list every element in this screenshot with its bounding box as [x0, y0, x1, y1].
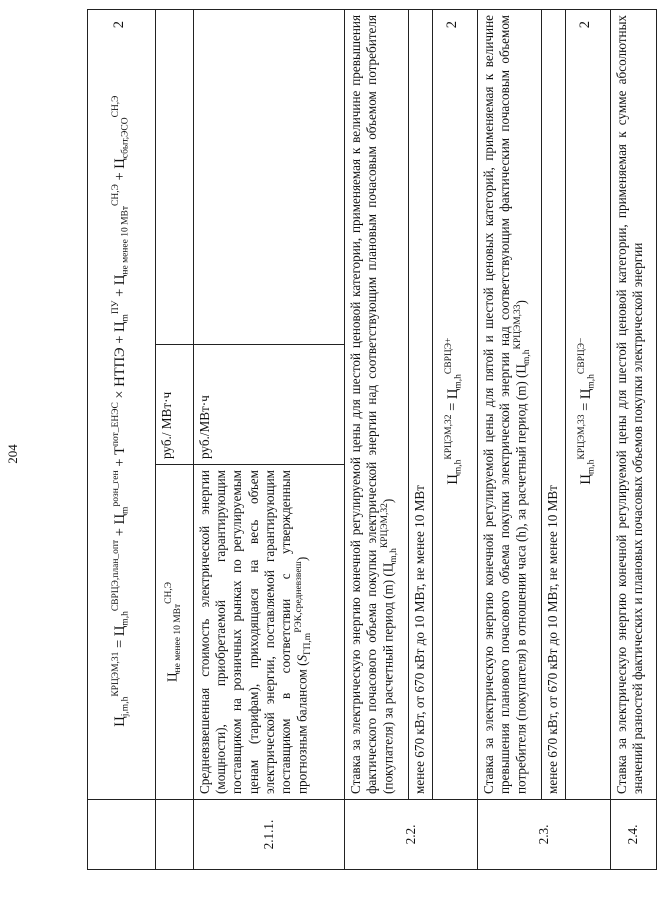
row-2-1-1-text: Средневзвешенная стоимость электрической энергии (мощности), приобретаемой гарантирующим поставщиком на розничных рынках по регулируемым ценам (тарифам), приходящаяся на весь объем электрической энергии, поставляемой гарантирующим поставщиком в соответствии с утвержденным прогнозным балансом $(S_{ГП,m}^{РЭК,средневзвеш})$ [194, 465, 345, 800]
row-2-3-eq-number: 2 [577, 20, 594, 29]
row-2-2-number: 2.2. [345, 800, 478, 870]
symbol-cell: $Ц_{не менее 10 МВт}^{СН,Э}$ [156, 465, 194, 800]
row-2-3-number: 2.3. [478, 800, 611, 870]
symbol-blank-cell [156, 9, 194, 344]
row-2-3-text: Ставка за электрическую энергию конечной регулируемой цены для пятой и шестой ценовых категорий, применяемая к величине превышения планового почасового объема покупки электрической энергии над соответствующим фактическим почасовым объемом потребителя (покупателя) в отношении часа (h), за расчетный период (m) $(Ц_{m,h}^{КРЦЭМ,33})$ [478, 9, 542, 799]
tariff-table-sheet [87, 10, 646, 870]
row-2-2-category: менее 670 кВт, от 670 кВт до 10 МВт, не менее 10 МВт [409, 9, 433, 799]
row-2-2-text: Ставка за электрическую энергию конечной регулируемой цены для шестой ценовой категории, применяемая к величине превышения фактического почасового объема покупки электрической энергии над соответствующим плановым почасовым объемом потребителя (покупателя) за расчетный период (m) $(Ц_{m,h}^{КРЦЭМ,32})$ [345, 9, 409, 799]
row-2-4-number: 2.4. [611, 800, 657, 870]
page-number: 204 [5, 444, 20, 464]
row-2-4-text: Ставка за электрическую энергию конечной регулируемой цены для шестой ценовой категории, применяемая к сумме абсолютных значений разностей фактических и плановых почасовых объемов покупки электрической энергии [611, 9, 657, 799]
header-formula: 2 $Ц_{j,m,h}^{КРЦЭМ,31} = Ц_{m,h}^{СВРЦЭ,план\_опт} + Ц_m^{розн\_ген} + Т^{пот\_ЕНЭС}$ × НТПЭ + $Ц_m^{ПУ} + Ц_{не менее 10 МВт}^{СН,Э} + Ц_{сбыт,ЭСО}^{СН,Э}$ [88, 9, 156, 799]
header-eq-number: 2 [110, 20, 127, 29]
row-2-3-category: менее 670 кВт, от 670 кВт до 10 МВт, не менее 10 МВт [542, 9, 566, 799]
header-empty-cell [88, 800, 156, 870]
row-2-3-formula: 2 $Ц_{m,h}^{КРЦЭМ,33} = Ц_{m,h}^{СВРЦЭ-}$ [566, 9, 611, 799]
row-2-1-1-unit: руб./МВт·ч [194, 345, 345, 465]
row-2-1-1-blank [194, 9, 345, 344]
row-2-2-formula: 2 $Ц_{m,h}^{КРЦЭМ,32} = Ц_{m,h}^{СВРЦЭ+}$ [433, 9, 478, 799]
tariff-table [87, 9, 657, 870]
row-2-1-1-number: 2.1.1. [194, 800, 345, 870]
symbol-empty-cell [156, 800, 194, 870]
row-2-2-eq-number: 2 [444, 20, 461, 29]
symbol-unit: руб./ МВт·ч [156, 345, 194, 465]
